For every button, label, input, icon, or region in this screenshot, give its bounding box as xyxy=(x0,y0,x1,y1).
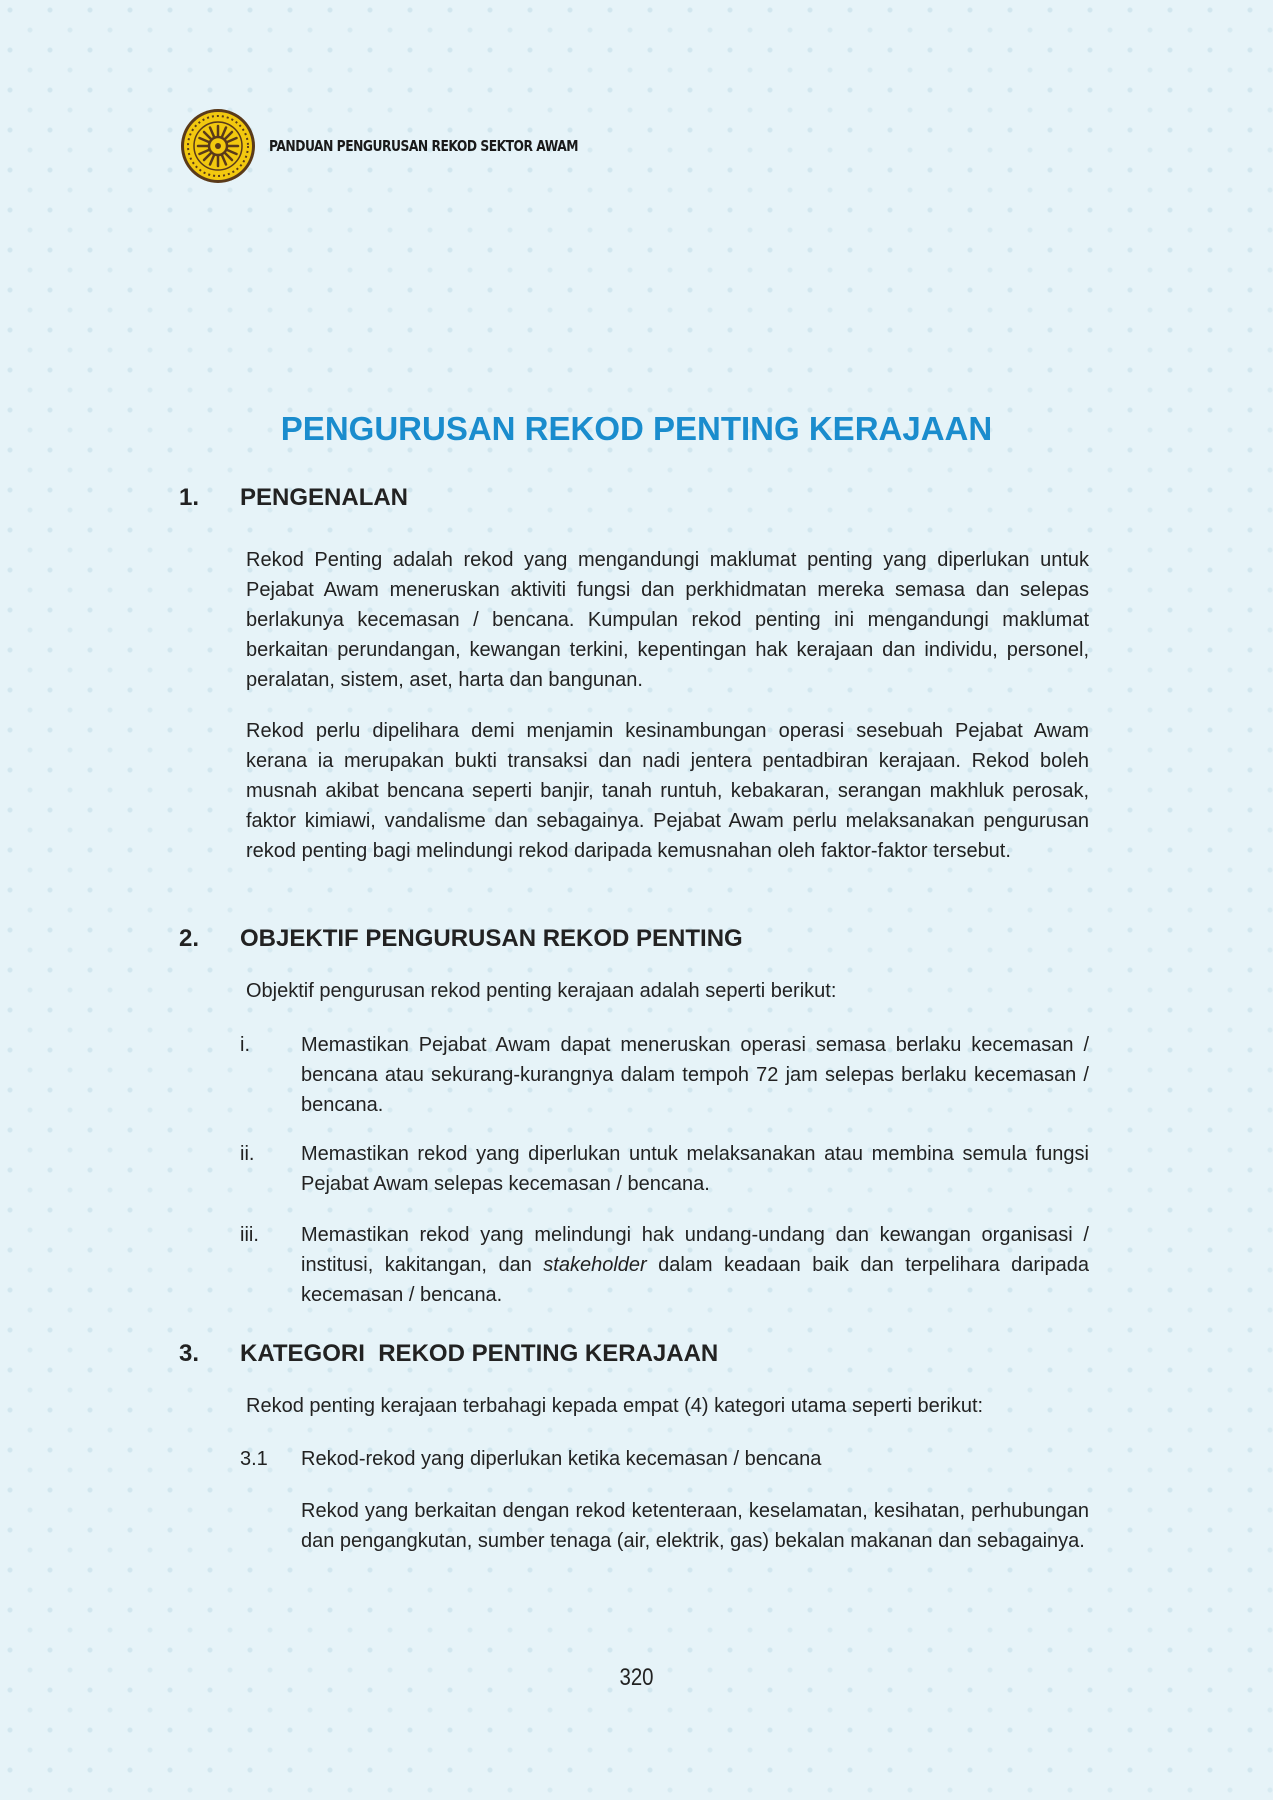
list-item-text: Memastikan rekod yang melindungi hak undang-undang dan kewangan organisasi / institusi, kakitangan, dan xyxy=(301,1224,1089,1276)
list-item: Memastikan rekod yang diperlukan untuk melaksanakan atau membina semula fungsi Pejabat Awam selepas kecemasan / bencana. xyxy=(301,1143,1089,1195)
list-marker: i. xyxy=(240,1034,250,1056)
list-item xyxy=(301,1220,1089,1310)
section-title: OBJEKTIF PENGURUSAN REKOD PENTING xyxy=(240,925,743,952)
paragraph: Rekod yang berkaitan dengan rekod ketenteraan, keselamatan, kesihatan, perhubungan dan pengangkutan, sumber tenaga (air, elektrik, gas) bekalan makanan dan sebagainya. xyxy=(301,1500,1089,1552)
section-number: 2. xyxy=(179,925,200,952)
section-title: PENGENALAN xyxy=(240,484,409,511)
section-title: KATEGORI REKOD PENTING KERAJAAN xyxy=(240,1340,719,1367)
list-marker: iii. xyxy=(240,1224,259,1246)
section-number: 1. xyxy=(179,484,200,511)
section-number: 3. xyxy=(179,1340,200,1367)
page-header xyxy=(180,108,646,184)
list-item: Memastikan Pejabat Awam dapat meneruskan operasi semasa berlaku kecemasan / bencana atau sekurang-kurangnya dalam tempoh 72 jam selepas berlaku kecemasan / bencana. xyxy=(301,1034,1089,1116)
list-marker: ii. xyxy=(240,1143,255,1165)
emphasis-term: stakeholder xyxy=(543,1254,647,1276)
subsection-number: 3.1 xyxy=(240,1448,268,1470)
section-intro: Objektif pengurusan rekod penting kerajaan adalah seperti berikut: xyxy=(246,980,837,1002)
arkib-negara-seal-icon xyxy=(180,108,256,184)
subsection-title: Rekod-rekod yang diperlukan ketika kecemasan / bencana xyxy=(301,1448,822,1470)
list-item-text: dalam keadaan baik dan terpelihara daripada kecemasan / bencana. xyxy=(301,1254,1089,1306)
paragraph: Rekod perlu dipelihara demi menjamin kesinambungan operasi sesebuah Pejabat Awam kerana ia merupakan bukti transaksi dan nadi jentera pentadbiran kerajaan. Rekod boleh musnah akibat bencana seperti banjir, tanah runtuh, kebakaran, serangan makhluk perosak, faktor kimiawi, vandalisme dan sebagainya. Pejabat Awam perlu melaksanakan pengurusan rekod penting bagi melindungi rekod daripada kemusnahan oleh faktor-faktor tersebut. xyxy=(246,720,1089,862)
section-intro: Rekod penting kerajaan terbahagi kepada empat (4) kategori utama seperti berikut: xyxy=(246,1395,984,1417)
page-title: PENGURUSAN REKOD PENTING KERAJAAN xyxy=(280,410,993,447)
paragraph: Rekod Penting adalah rekod yang mengandungi maklumat penting yang diperlukan untuk Pejabat Awam meneruskan aktiviti fungsi dan perkhidmatan mereka semasa dan selepas berlakunya kecemasan / bencana. Kumpulan rekod penting ini mengandungi maklumat berkaitan perundangan, kewangan terkini, kepentingan hak kerajaan dan individu, personel, peralatan, sistem, aset, harta dan bangunan. xyxy=(246,549,1089,691)
page-number: 320 xyxy=(619,1664,654,1691)
document-series-title: PANDUAN PENGURUSAN REKOD SEKTOR AWAM xyxy=(269,137,579,155)
